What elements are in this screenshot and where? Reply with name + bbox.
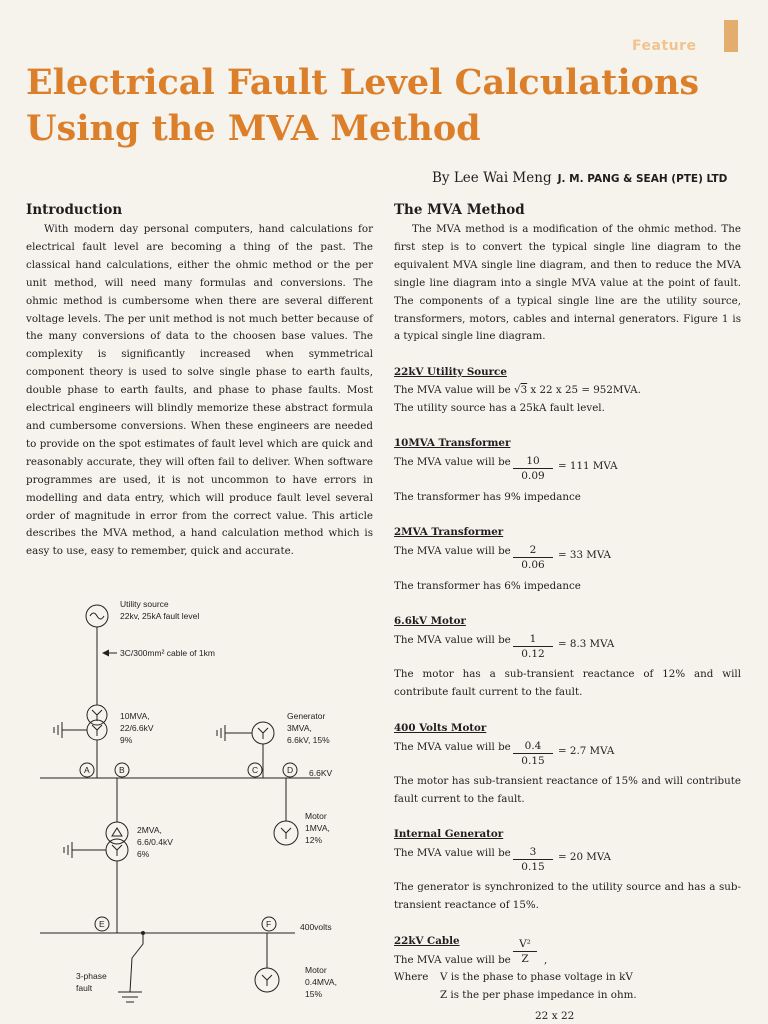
motor400-section [394,720,741,812]
cable-prefix: The MVA value will be [394,954,511,966]
tx2-primary-winding [106,822,128,844]
label-utility-2: 22kv, 25kA fault level [120,611,200,621]
fault-line [130,933,143,992]
title-line-2: Using the MVA Method [26,108,481,149]
label-motor2-1: Motor [305,965,327,975]
cable-bottom-value: 22 x 22 [535,1010,575,1022]
cable-where-2: Z is the per phase impedance in ohm. [440,989,637,1001]
label-gen-2: 3MVA, [287,723,312,733]
motor400-fraction: $\frac{0.4}{0.15}$ [513,739,553,768]
title-line-1: Electrical Fault Level Calculations [26,62,700,103]
cable-fraction: $\frac{\text{V²}}{Z}$ [513,937,537,966]
tx2-heading: 2MVA Transformer [394,526,504,538]
tx10-heading: 10MVA Transformer [394,437,511,449]
motor66-fraction: $\frac{1}{0.12}$ [513,632,553,661]
motor400-result: = 2.7 MVA [558,745,615,757]
tx10-fraction: $\frac{10}{0.09}$ [513,454,553,483]
article-title [26,60,746,152]
motor400-heading: 400 Volts Motor [394,722,487,734]
cable-heading: 22kV Cable [394,935,460,947]
tx2-prefix: The MVA value will be [394,545,511,557]
intro-column [26,202,373,561]
generator-prefix: The MVA value will be [394,847,511,859]
motor2-star-symbol [262,975,272,986]
feature-bar [724,20,738,52]
node-c: C [252,765,259,775]
motor66-heading: 6.6kV Motor [394,615,466,627]
tx2-delta-symbol [112,828,122,836]
label-tx1-1: 10MVA, [120,711,150,721]
generator-result: = 20 MVA [558,851,611,863]
motor1-star-symbol [281,828,291,839]
tx2-section [394,524,741,599]
node-a: A [84,765,90,775]
label-cable: 3C/300mm² cable of 1km [120,648,215,658]
motor400-note: The motor has sub-transient reactance of 15% and will contribute fault current to the fault. [394,775,741,805]
utility-section [394,364,741,424]
cable-where-1: V is the phase to phase voltage in kV [440,971,633,983]
tx1-star-symbol-2 [92,725,102,736]
author: By Lee Wai Meng [432,170,552,186]
motor66-note: The motor has a sub-transient reactance of 12% and will contribute fault current to the fault. [394,668,741,698]
label-gen-3: 6.6kV, 15% [287,735,330,745]
tx10-result: = 111 MVA [558,460,618,472]
tx2-star-symbol [112,845,122,856]
tx2-note: The transformer has 6% impedance [394,580,581,592]
label-tx2-2: 6.6/0.4kV [137,837,173,847]
tx2-fraction: $\frac{2}{0.06}$ [513,543,553,572]
tx10-note: The transformer has 9% impedance [394,491,581,503]
tx2-result: = 33 MVA [558,549,611,561]
node-d: D [287,765,294,775]
mva-method-column [394,202,741,346]
cable-section [394,933,741,1013]
cable-arrow-icon [102,650,109,657]
label-gen-1: Generator [287,711,326,721]
label-fault-1: 3-phase [76,971,107,981]
utility-line-1: The MVA value will be √3 x 22 x 25 = 952MVA. [394,383,641,396]
sqrt-value: 3 [520,383,528,396]
feature-tag: Feature [632,38,697,54]
cable-result: , [544,954,548,966]
node-f: F [266,919,272,929]
label-motor2-2: 0.4MVA, [305,977,337,987]
label-bus-66kv: 6.6KV [309,768,333,778]
motor66-section [394,613,741,705]
label-tx2-3: 6% [137,849,150,859]
fault-point-dot [141,931,145,935]
label-motor1-1: Motor [305,811,327,821]
label-fault-2: fault [76,983,93,993]
generator-section [394,826,741,918]
label-tx1-3: 9% [120,735,133,745]
label-utility-1: Utility source [120,599,169,609]
generator-fraction: $\frac{3}{0.15}$ [513,845,553,874]
motor66-result: = 8.3 MVA [558,638,615,650]
motor400-prefix: The MVA value will be [394,741,511,753]
intro-heading: Introduction [26,202,123,218]
label-bus-400v: 400volts [300,922,332,932]
generator-star-symbol [258,728,268,739]
cable-where-label: Where [394,971,429,983]
generator-note: The generator is synchronized to the utility source and has a sub-transient reactance of 15%. [394,881,741,911]
label-tx1-2: 22/6.6kV [120,723,154,733]
node-b: B [119,765,125,775]
tx10-section [394,435,741,510]
node-e: E [99,919,105,929]
intro-text: With modern day personal computers, hand calculations for electrical fault level are becoming a thing of the past. The classical hand calculations, either the ohmic method or the per unit method, will need many formulas and conversions. The ohmic method is cumbersome when there are several different voltage levels. The per unit method is not much better because of the many conversions of data to the choosen base values. The complexity is significantly increased when symmetrical component theory is used to solve single phase to earth faults, double phase to earth faults, and phase to phase faults. Most electrical engineers will blindly memorize these abstract formula and cumbersome conversions. When these engineers are needed to provide on the spot estimates of fault level which are quick and reasonably accurate, they will often fail to deliver. When software programmes are used, it is not uncommon to have errors in modelling and data entry, which will produce fault level several order of magnitude in error from the correct value. This article describes the MVA method, a hand calculation method which is easy to use, easy to remember, quick and accurate. [26,223,373,558]
author-org: J. M. PANG & SEAH (PTE) LTD [557,173,728,185]
utility-line-2: The utility source has a 25kA fault level. [394,401,605,414]
byline [432,170,727,186]
label-tx2-1: 2MVA, [137,825,162,835]
motor66-prefix: The MVA value will be [394,634,511,646]
tx1-star-symbol [92,710,102,721]
utility-source-wave [90,613,104,619]
tx10-prefix: The MVA value will be [394,456,511,468]
label-motor2-3: 15% [305,989,323,999]
label-motor1-2: 1MVA, [305,823,330,833]
mva-method-text: The MVA method is a modification of the ohmic method. The first step is to convert the typical single line diagram to the equivalent MVA single line diagram, and then to reduce the MVA single line diagram into a single MVA value at the point of fault. The components of a typical single line are the utility source, transformers, motors, cables and internal generators. Figure 1 is a typical single line diagram. [394,223,741,343]
generator-heading: Internal Generator [394,828,504,840]
label-motor1-3: 12% [305,835,323,845]
single-line-diagram [0,588,380,1018]
utility-heading: 22kV Utility Source [394,366,507,378]
mva-method-heading: The MVA Method [394,202,525,218]
